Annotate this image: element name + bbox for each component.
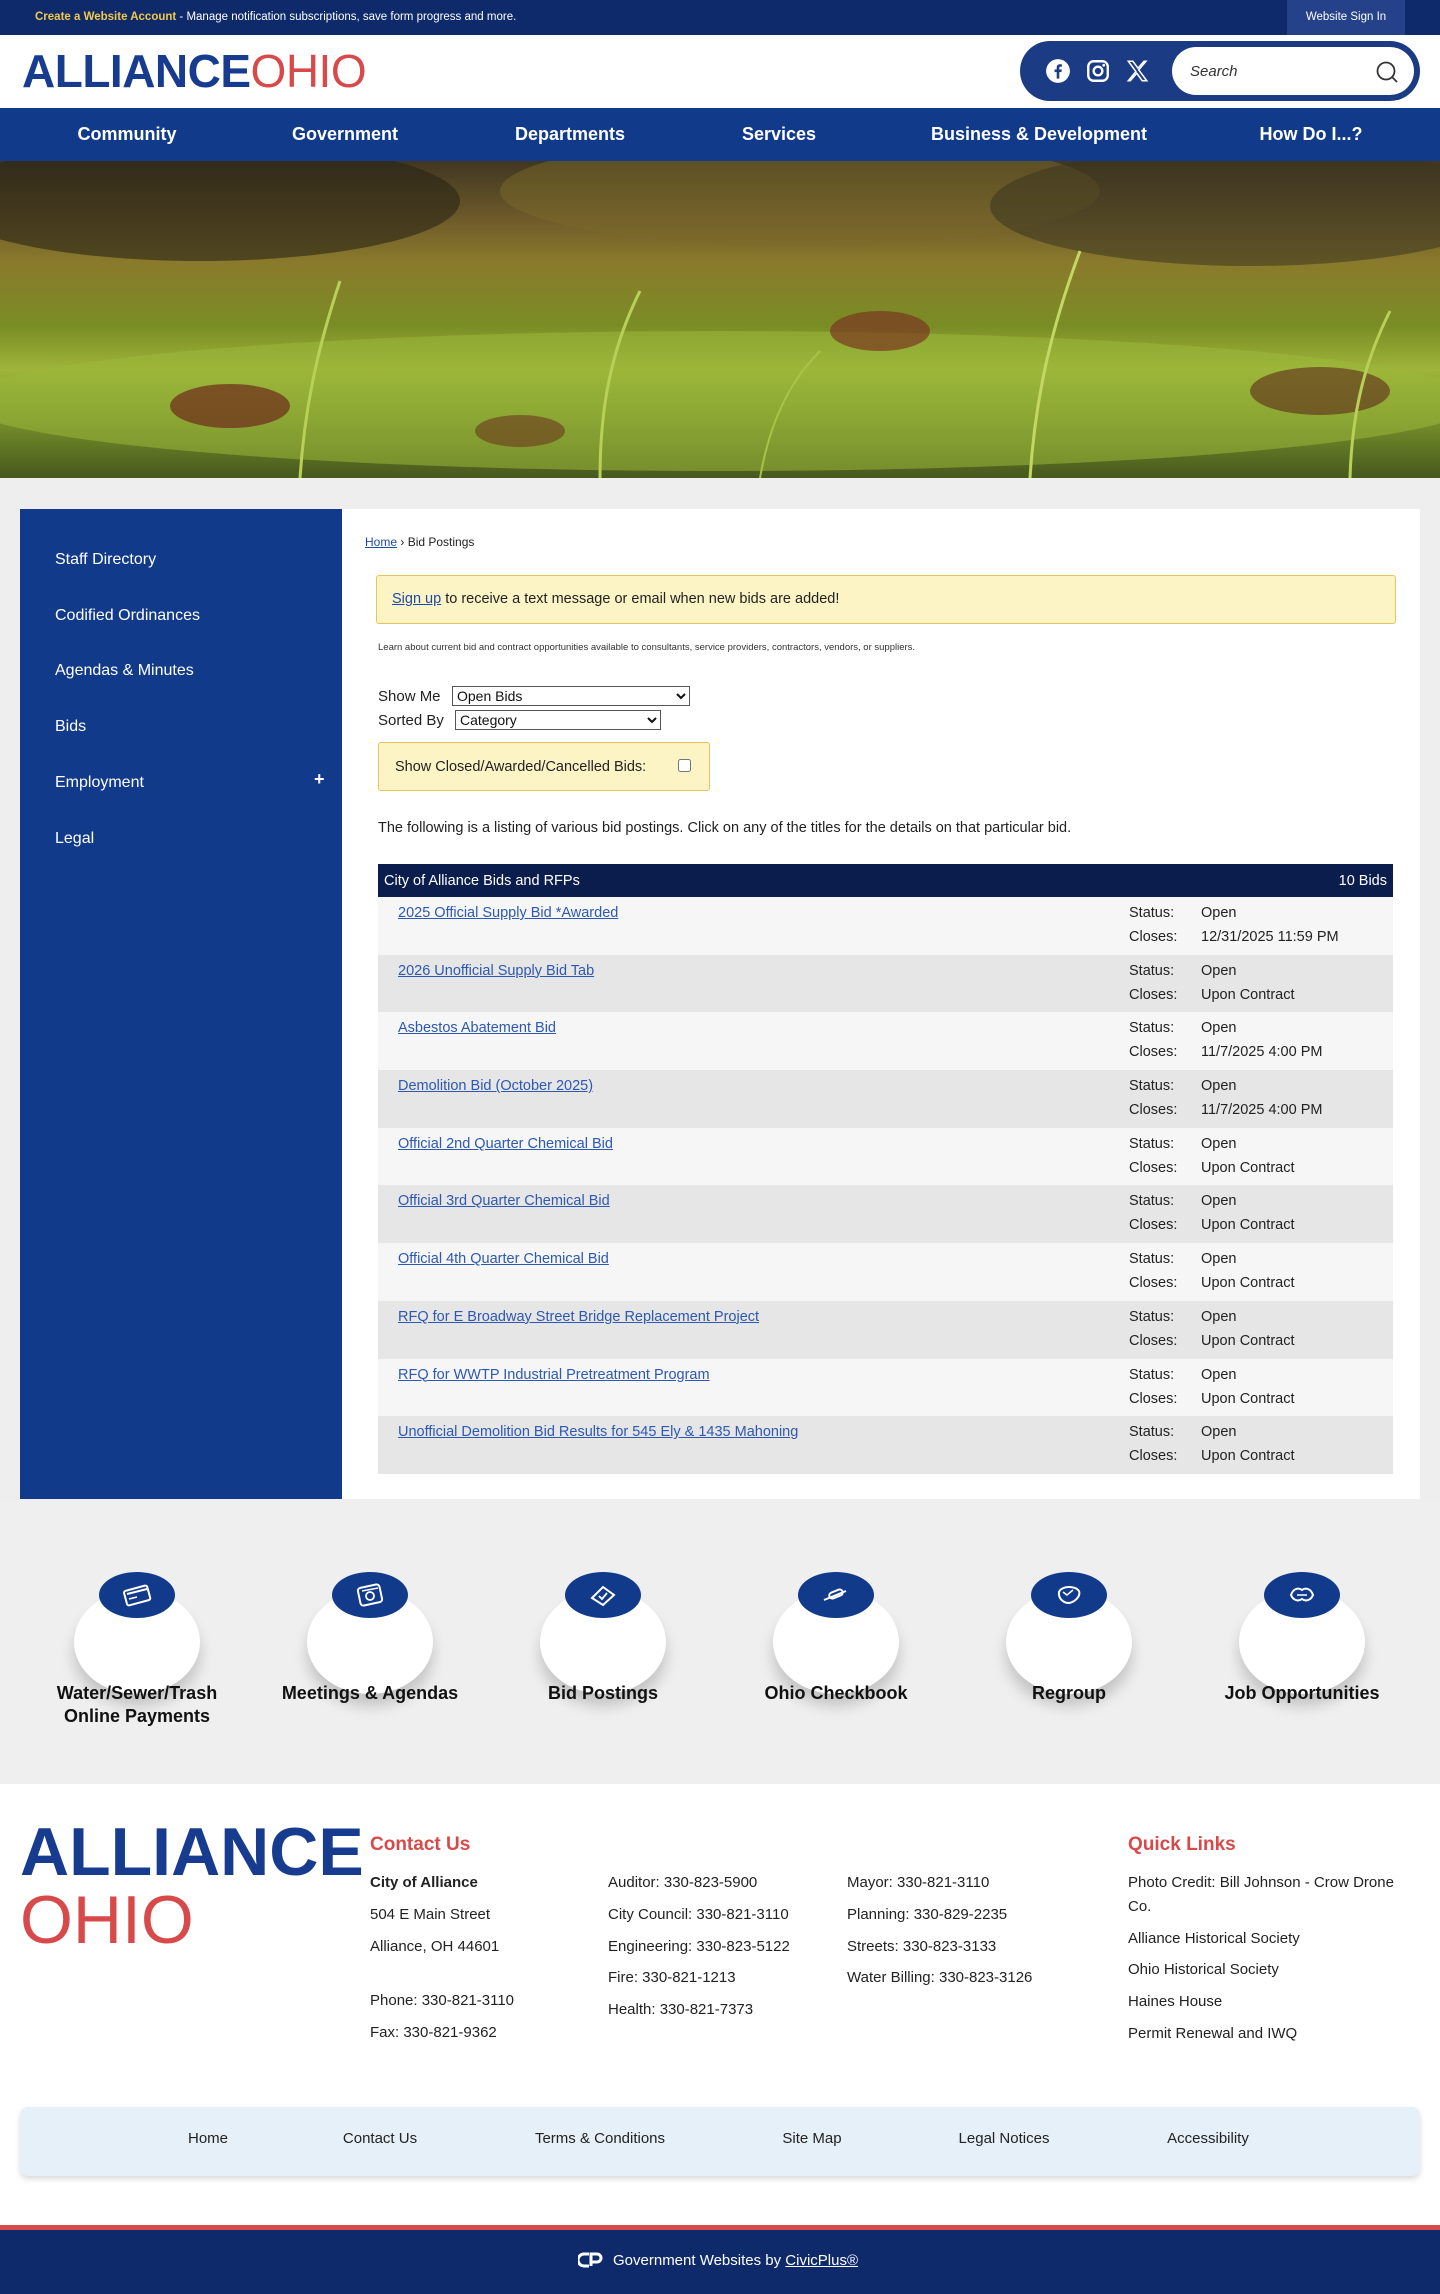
table-row <box>378 1301 1393 1359</box>
show-me-select[interactable] <box>452 686 690 706</box>
nav-community[interactable]: Community <box>77 124 177 144</box>
footer-logo-alliance: ALLIANCE <box>20 1814 364 1890</box>
bid-title-link[interactable]: Asbestos Abatement Bid <box>398 1020 556 1037</box>
table-row <box>378 897 1393 955</box>
closes-label: Closes: <box>1129 1332 1178 1349</box>
expand-employment-icon[interactable]: + <box>314 769 325 789</box>
show-closed-label: Show Closed/Awarded/Cancelled Bids: <box>395 759 647 775</box>
jobs-icon <box>1264 1572 1340 1618</box>
bid-title-link[interactable]: Official 3rd Quarter Chemical Bid <box>398 1193 610 1210</box>
quick-links-heading: Quick Links <box>1128 1834 1236 1855</box>
quick-icon-label <box>37 1682 237 1728</box>
status-label: Status: <box>1129 1308 1175 1325</box>
closes-label: Closes: <box>1129 1159 1178 1176</box>
quick-link-haines-house[interactable]: Haines House <box>1128 1993 1223 2010</box>
regroup-icon <box>1031 1572 1107 1618</box>
checkbook-icon <box>798 1572 874 1618</box>
table-row <box>378 1128 1393 1186</box>
status-label: Status: <box>1129 1193 1175 1210</box>
quick-icon-label <box>969 1682 1169 1705</box>
table-row <box>378 1070 1393 1128</box>
sidebar-item-employment[interactable]: Employment <box>55 774 144 791</box>
status-label: Status: <box>1129 962 1175 979</box>
closes-label: Closes: <box>1129 986 1178 1003</box>
sorted-by-label: Sorted By <box>378 712 444 729</box>
show-closed-box <box>378 742 710 791</box>
bid-title-link[interactable]: Demolition Bid (October 2025) <box>398 1078 594 1095</box>
show-closed-checkbox[interactable] <box>678 759 691 772</box>
listing-intro-text: The following is a listing of various bid postings. Click on any of the titles for the details on that particular bid. <box>378 820 1072 836</box>
footer-link-terms[interactable]: Terms & Conditions <box>534 2130 666 2147</box>
logo-ohio: OHIO <box>250 45 367 97</box>
search-input[interactable] <box>1190 59 1370 83</box>
status-label: Status: <box>1129 1366 1175 1383</box>
sidebar-item-legal[interactable]: Legal <box>55 830 95 847</box>
closes-value: 12/31/2025 11:59 PM <box>1201 929 1339 945</box>
quick-link-alliance-historical[interactable]: Alliance Historical Society <box>1128 1930 1300 1947</box>
site-logo[interactable] <box>22 45 366 97</box>
quick-icon-label-line1: Bid Postings <box>547 1683 658 1703</box>
quick-icon-label <box>503 1682 703 1705</box>
quick-icon-label-line1: Job Opportunities <box>1224 1683 1380 1703</box>
closes-value: Upon Contract <box>1201 1275 1295 1292</box>
footer-phone-mayor: Mayor: 330-821-3110 <box>847 1874 990 1891</box>
bids-count: 10 Bids <box>1338 873 1387 889</box>
footer-phone-city-council: City Council: 330-821-3110 <box>608 1906 789 1923</box>
status-label: Status: <box>1129 1424 1175 1441</box>
status-value: Open <box>1201 962 1237 979</box>
quick-icons-section <box>0 1500 1440 1784</box>
table-row <box>378 1243 1393 1301</box>
footer-phone: Phone: 330-821-3110 <box>370 1992 515 2009</box>
signup-link[interactable]: Sign up <box>392 591 442 607</box>
hero-banner-image <box>0 161 1440 478</box>
closes-value: Upon Contract <box>1201 986 1295 1003</box>
bids-table-header <box>378 864 1393 897</box>
quick-icon-label <box>736 1682 936 1705</box>
quick-icon-label-line2: Online Payments <box>63 1706 211 1726</box>
quick-icon-label <box>270 1682 470 1705</box>
table-row <box>378 1012 1393 1070</box>
quick-icon-label <box>1202 1682 1402 1705</box>
civicplus-link[interactable]: CivicPlus® <box>785 2252 859 2269</box>
nav-departments[interactable]: Departments <box>514 124 626 144</box>
closes-value: 11/7/2025 4:00 PM <box>1201 1044 1323 1061</box>
closes-label: Closes: <box>1129 1390 1178 1407</box>
create-account-link[interactable]: Create a Website Account <box>35 11 177 23</box>
instagram-icon[interactable] <box>1085 58 1111 84</box>
sidebar-nav <box>20 509 342 1499</box>
sidebar-item-agendas-minutes[interactable]: Agendas & Minutes <box>55 662 194 679</box>
header-tools <box>1020 41 1420 101</box>
footer-phone-water-billing: Water Billing: 330-823-3126 <box>847 1969 1033 1986</box>
account-message-text: - Manage notification subscriptions, save form progress and more. <box>176 11 517 23</box>
account-message <box>35 11 516 23</box>
bid-title-link[interactable]: Official 4th Quarter Chemical Bid <box>398 1251 609 1268</box>
breadcrumb-separator: › <box>397 535 408 549</box>
sidebar-item-codified-ordinances[interactable]: Codified Ordinances <box>55 607 200 624</box>
payment-icon <box>99 1572 175 1618</box>
contact-us-heading: Contact Us <box>370 1834 471 1855</box>
status-value: Open <box>1201 1020 1237 1037</box>
bids-table <box>378 897 1393 1474</box>
signup-notice <box>376 575 1396 624</box>
signup-notice-message: to receive a text message or email when new bids are added! <box>441 591 840 607</box>
status-value: Open <box>1201 1308 1237 1325</box>
site-header <box>0 35 1440 108</box>
closes-label: Closes: <box>1129 1102 1178 1119</box>
footer-bottom-links <box>20 2107 1420 2176</box>
quick-link-photo-credit-cont[interactable]: Co. <box>1128 1898 1152 1915</box>
status-value: Open <box>1201 1078 1237 1095</box>
status-value: Open <box>1201 1193 1237 1210</box>
main-nav <box>0 108 1440 161</box>
bid-title-link[interactable]: 2025 Official Supply Bid *Awarded <box>398 905 619 921</box>
footer-phone-planning: Planning: 330-829-2235 <box>847 1906 1008 1923</box>
search-box <box>1172 47 1414 95</box>
breadcrumb <box>365 535 474 549</box>
footer-link-accessibility[interactable]: Accessibility <box>1167 2130 1249 2147</box>
footer-city-state: Alliance, OH 44601 <box>370 1938 500 1955</box>
website-sign-in-button[interactable]: Website Sign In <box>1287 0 1405 35</box>
footer-phone-streets: Streets: 330-823-3133 <box>847 1938 997 1955</box>
search-icon[interactable] <box>1374 59 1400 85</box>
footer-link-site-map[interactable]: Site Map <box>782 2130 842 2147</box>
meetings-icon <box>332 1572 408 1618</box>
bids-table-title: City of Alliance Bids and RFPs <box>384 873 580 889</box>
facebook-icon[interactable] <box>1045 58 1071 84</box>
footer-phone-auditor: Auditor: 330-823-5900 <box>608 1874 758 1891</box>
closes-label: Closes: <box>1129 1044 1178 1061</box>
quick-icon-label-line1: Ohio Checkbook <box>764 1683 908 1703</box>
closes-value: Upon Contract <box>1201 1332 1295 1349</box>
bid-icon <box>565 1572 641 1618</box>
breadcrumb-home-link[interactable]: Home <box>365 535 398 549</box>
hero-grass-illustration <box>0 161 1440 478</box>
quick-icon-label-line1: Regroup <box>1032 1683 1106 1703</box>
civicplus-bar <box>0 2230 1440 2294</box>
closes-value: Upon Contract <box>1201 1159 1295 1176</box>
bid-title-link[interactable]: RFQ for WWTP Industrial Pretreatment Program <box>398 1366 710 1383</box>
footer-logo-ohio: OHIO <box>20 1882 194 1958</box>
status-label: Status: <box>1129 1251 1175 1268</box>
table-row <box>378 955 1393 1013</box>
signup-notice-text <box>392 591 839 607</box>
status-value: Open <box>1201 1135 1237 1152</box>
footer-city-name: City of Alliance <box>370 1874 478 1891</box>
quick-link-permit-renewal[interactable]: Permit Renewal and IWQ <box>1128 2025 1298 2042</box>
show-me-label: Show Me <box>378 688 441 705</box>
footer-logo[interactable] <box>20 1814 364 1958</box>
x-twitter-icon[interactable] <box>1124 58 1150 84</box>
nav-how-do-i[interactable]: How Do I...? <box>1259 124 1363 144</box>
sorted-by-select[interactable] <box>455 710 661 730</box>
footer-link-legal-notices[interactable]: Legal Notices <box>958 2130 1050 2147</box>
sidebar-item-bids[interactable]: Bids <box>55 718 87 735</box>
nav-government[interactable]: Government <box>291 124 399 144</box>
closes-value: Upon Contract <box>1201 1448 1295 1465</box>
closes-value: Upon Contract <box>1201 1217 1295 1234</box>
footer-phone-health: Health: 330-821-7373 <box>608 2001 754 2018</box>
closes-label: Closes: <box>1129 1448 1178 1465</box>
quick-icon-label-line1: Meetings & Agendas <box>281 1683 459 1703</box>
top-strip <box>0 0 1440 35</box>
status-label: Status: <box>1129 1078 1175 1095</box>
table-row <box>378 1359 1393 1417</box>
footer-phone-engineering: Engineering: 330-823-5122 <box>608 1938 790 1955</box>
bid-title-link[interactable]: Official 2nd Quarter Chemical Bid <box>398 1135 613 1152</box>
footer-fax: Fax: 330-821-9362 <box>370 2024 497 2041</box>
status-label: Status: <box>1129 905 1175 921</box>
status-value: Open <box>1201 1366 1237 1383</box>
footer-link-home[interactable]: Home <box>187 2130 229 2147</box>
closes-label: Closes: <box>1129 1275 1178 1292</box>
logo-alliance: ALLIANCE <box>22 45 251 97</box>
footer-street: 504 E Main Street <box>370 1906 491 1923</box>
status-value: Open <box>1201 1424 1237 1441</box>
nav-services[interactable]: Services <box>741 124 817 144</box>
closes-value: 11/7/2025 4:00 PM <box>1201 1102 1323 1119</box>
closes-value: Upon Contract <box>1201 1390 1295 1407</box>
status-value: Open <box>1201 1251 1237 1268</box>
status-label: Status: <box>1129 1020 1175 1037</box>
status-value: Open <box>1201 905 1237 921</box>
quick-link-ohio-historical[interactable]: Ohio Historical Society <box>1128 1961 1279 1978</box>
sidebar-item-staff-directory[interactable]: Staff Directory <box>55 551 157 568</box>
civicplus-text <box>613 2252 858 2269</box>
nav-business-development[interactable]: Business & Development <box>930 124 1148 144</box>
closes-label: Closes: <box>1129 1217 1178 1234</box>
bid-title-link[interactable]: Unofficial Demolition Bid Results for 545 Ely & 1435 Mahoning <box>398 1424 799 1441</box>
quick-icon-label-line1: Water/Sewer/Trash <box>56 1683 218 1703</box>
table-row <box>378 1185 1393 1243</box>
bid-intro-text: Learn about current bid and contract opportunities available to consultants, service providers, contractors, vendors, or suppliers. <box>378 642 916 653</box>
breadcrumb-current: Bid Postings <box>407 535 475 549</box>
quick-link-photo-credit[interactable]: Photo Credit: Bill Johnson - Crow Drone <box>1128 1874 1394 1891</box>
footer-link-contact-us[interactable]: Contact Us <box>342 2130 418 2147</box>
civicplus-logo-icon <box>578 2250 604 2270</box>
footer-phone-fire: Fire: 330-821-1213 <box>608 1969 736 1986</box>
closes-label: Closes: <box>1129 929 1178 945</box>
civicplus-prefix: Government Websites by <box>613 2252 786 2269</box>
bid-title-link[interactable]: 2026 Unofficial Supply Bid Tab <box>398 962 595 979</box>
bid-title-link[interactable]: RFQ for E Broadway Street Bridge Replacement Project <box>398 1308 760 1325</box>
status-label: Status: <box>1129 1135 1175 1152</box>
table-row <box>378 1416 1393 1474</box>
